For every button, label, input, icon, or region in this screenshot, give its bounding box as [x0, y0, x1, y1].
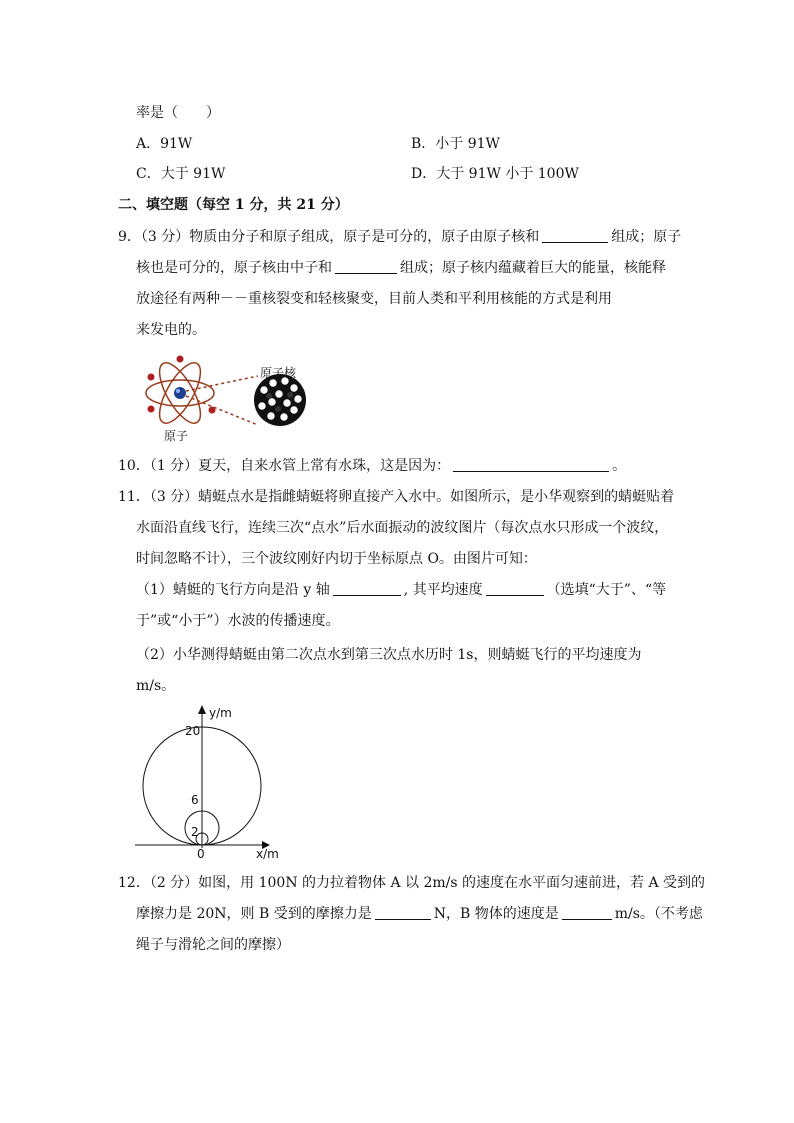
q12-line1: 12．（2 分）如图，用 100N 的力拉着物体 A 以 2m/s 的速度在水平面匀速前进，若 A 受到的	[118, 875, 706, 891]
tick-20: 20	[185, 724, 201, 738]
ripple-figure	[135, 700, 285, 865]
q10-line	[118, 456, 626, 476]
q11-blank-1	[333, 581, 401, 596]
x-axis-label: x/m	[256, 847, 279, 861]
q12-text-c: m/s。（不考虑	[614, 906, 703, 922]
pointer-line-bottom	[186, 396, 258, 425]
q11-sub1-text-c: （选填“大于”、“等	[546, 582, 667, 598]
atom-figure	[140, 350, 350, 445]
q12-line3: 绳子与滑轮之间的摩擦）	[136, 937, 290, 953]
q9-text-a: 9．（3 分）物质由分子和原子组成，原子是可分的，原子由原子核和	[118, 229, 540, 245]
y-axis-label: y/m	[209, 706, 232, 720]
q11-line2: 水面沿直线飞行，连续三次“点水”后水面振动的波纹图片（每次点水只形成一个波纹，	[136, 520, 669, 536]
q8-option-b: B．小于 91W	[411, 136, 500, 152]
q9-blank-2	[335, 259, 397, 274]
q9-text-b: 组成；原子	[611, 229, 682, 245]
q11-sub1-line2: 于”或“小于”）水波的传播速度。	[136, 613, 340, 629]
nucleus-label: 原子核	[260, 366, 297, 380]
q8-option-d: D．大于 91W 小于 100W	[411, 166, 579, 182]
q8-tail-text: 率是（ ）	[136, 105, 220, 121]
q12-blank-1	[375, 905, 431, 920]
q9-line3: 放途径有两种－－重核裂变和轻核聚变，目前人类和平利用核能的方式是利用	[136, 291, 612, 307]
q11-line3: 时间忽略不计），三个波纹刚好内切于坐标原点 O。由图片可知：	[136, 551, 537, 567]
q10-text: 10．（1 分）夏天，自来水管上常有水珠，这是因为：	[118, 458, 451, 474]
q11-line1: 11．（3 分）蜻蜓点水是指雌蜻蜓将卵直接产入水中。如图所示，是小华观察到的蜻蜓贴着	[118, 489, 675, 505]
q11-sub2-line2: m/s。	[136, 678, 176, 694]
q11-sub1-line1	[136, 580, 666, 600]
q12-line2	[136, 904, 703, 924]
q11-blank-2	[486, 581, 544, 596]
q8-option-a: A．91W	[136, 136, 193, 152]
q12-text-b: N，B 物体的速度是	[433, 906, 559, 922]
q11-sub1-text-a: （1）蜻蜓的飞行方向是沿 y 轴	[136, 582, 330, 598]
atom-label: 原子	[164, 429, 189, 443]
q9-line1	[118, 227, 681, 247]
section-heading: 二、填空题（每空 1 分，共 21 分）	[118, 197, 349, 213]
q9-line4: 来发电的。	[136, 322, 206, 338]
q9-blank-1	[542, 228, 608, 243]
q9-text-d: 组成；原子核内蕴藏着巨大的能量，核能释	[400, 260, 666, 276]
q12-text-a: 摩擦力是 20N，则 B 受到的摩擦力是	[136, 906, 372, 922]
q12-blank-2	[562, 905, 612, 920]
atom-orbits-icon	[146, 356, 216, 429]
nucleus-icon	[254, 374, 306, 426]
q10-end: 。	[612, 458, 627, 474]
origin-label: 0	[197, 847, 205, 861]
q11-sub2-line1: （2）小华测得蜻蜓由第二次点水到第三次点水历时 1s，则蜻蜓飞行的平均速度为	[136, 647, 642, 663]
tick-2: 2	[191, 825, 199, 839]
tick-6: 6	[191, 793, 199, 807]
q10-blank	[453, 457, 609, 472]
q8-option-c: C．大于 91W	[136, 166, 226, 182]
q9-line2	[136, 258, 666, 278]
q9-text-c: 核也是可分的，原子核由中子和	[136, 260, 332, 276]
q11-sub1-text-b: , 其平均速度	[403, 582, 483, 598]
y-axis-arrow-icon	[198, 705, 206, 714]
